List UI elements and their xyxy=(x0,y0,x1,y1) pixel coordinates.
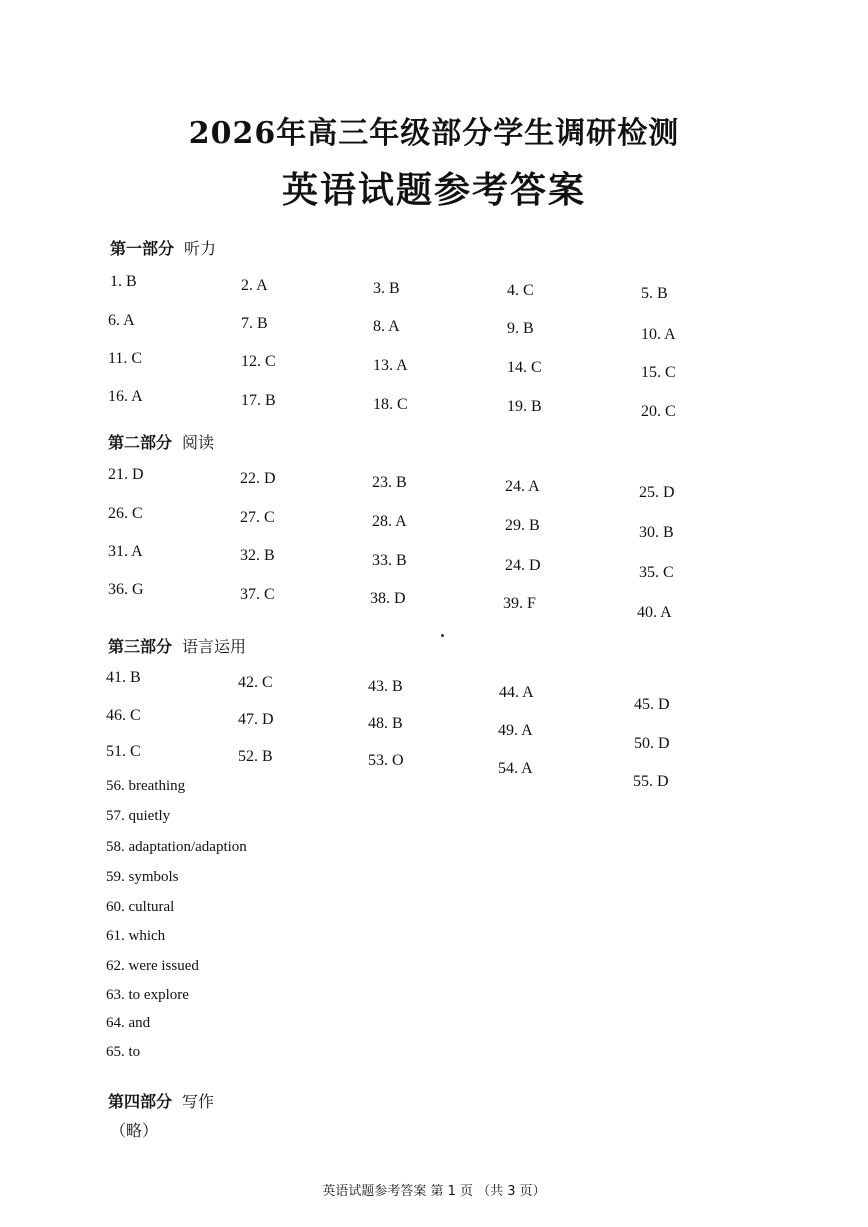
answer-47: 47. D xyxy=(238,711,274,728)
answer-44: 44. A xyxy=(499,684,534,701)
answer-21: 21. D xyxy=(108,466,144,483)
answer-key-title: 英语试题参考答案 xyxy=(281,169,586,211)
fill-answer-57: 57. quietly xyxy=(106,808,171,824)
answer-15: 15. C xyxy=(641,364,676,381)
section-name: 阅读 xyxy=(182,433,215,452)
section-label: 第一部分 xyxy=(110,239,175,258)
answer-51: 51. C xyxy=(106,743,141,760)
section-language-use-heading xyxy=(108,634,246,657)
section-name: 写作 xyxy=(182,1092,215,1111)
answer-36: 36. G xyxy=(108,581,144,598)
answer-8: 8. A xyxy=(373,318,400,335)
answer-52: 52. B xyxy=(238,748,273,765)
fill-answer-61: 61. which xyxy=(106,928,166,944)
answer-45: 45. D xyxy=(634,696,670,713)
answer-6: 6. A xyxy=(108,312,135,329)
fill-answer-59: 59. symbols xyxy=(106,869,179,885)
section-label: 第四部分 xyxy=(108,1092,173,1111)
answer-33: 33. B xyxy=(372,552,407,569)
answer-35: 35. C xyxy=(639,564,674,581)
answer-26: 26. C xyxy=(108,505,143,522)
section-label: 第二部分 xyxy=(108,433,173,452)
answer-38: 38. D xyxy=(370,590,406,607)
stray-dot xyxy=(441,634,444,637)
fill-answer-62: 62. were issued xyxy=(106,958,199,974)
fill-answer-64: 64. and xyxy=(106,1015,151,1031)
answer-32: 32. B xyxy=(240,547,275,564)
answer-48: 48. B xyxy=(368,715,403,732)
exam-title: 2026年高三年级部分学生调研检测 xyxy=(188,116,680,151)
answer-11: 11. C xyxy=(108,350,143,367)
answer-53: 53. O xyxy=(368,752,404,769)
answer-18: 18. C xyxy=(373,396,408,413)
answer-28: 28. A xyxy=(372,513,407,530)
answer-14: 14. C xyxy=(507,359,542,376)
answer-25: 25. D xyxy=(639,484,675,501)
writing-omitted-note: （略） xyxy=(110,1121,159,1140)
answer-50: 50. D xyxy=(634,735,670,752)
section-reading-heading xyxy=(108,430,214,453)
answer-22: 22. D xyxy=(240,470,276,487)
section-listening-heading xyxy=(110,236,216,259)
section-label: 第三部分 xyxy=(108,637,173,656)
answer-7: 7. B xyxy=(241,315,268,332)
answer-29: 29. B xyxy=(505,517,540,534)
answer-19: 19. B xyxy=(507,398,542,415)
section-name: 听力 xyxy=(184,239,217,258)
answer-37: 37. C xyxy=(240,586,275,603)
answer-49: 49. A xyxy=(498,722,533,739)
answer-30: 30. B xyxy=(639,524,674,541)
answer-23: 23. B xyxy=(372,474,407,491)
answer-5: 5. B xyxy=(641,285,668,302)
answer-10: 10. A xyxy=(641,326,676,343)
fill-answer-65: 65. to xyxy=(106,1044,141,1060)
page-footer: 英语试题参考答案 第 1 页 （共 3 页） xyxy=(322,1184,546,1199)
answer-54: 54. A xyxy=(498,760,533,777)
answer-13: 13. A xyxy=(373,357,408,374)
answer-20: 20. C xyxy=(641,403,676,420)
section-name: 语言运用 xyxy=(182,637,247,656)
answer-17: 17. B xyxy=(241,392,276,409)
answer-27: 27. C xyxy=(240,509,275,526)
answer-24: 24. A xyxy=(505,478,540,495)
answer-3: 3. B xyxy=(373,280,400,297)
fill-answer-60: 60. cultural xyxy=(106,899,175,915)
answer-41: 41. B xyxy=(106,669,141,686)
answer-40: 40. A xyxy=(637,604,672,621)
fill-answer-63: 63. to explore xyxy=(106,987,189,1003)
answer-12: 12. C xyxy=(241,353,276,370)
answer-31: 31. A xyxy=(108,543,143,560)
answer-43: 43. B xyxy=(368,678,403,695)
answer-39: 39. F xyxy=(503,595,536,612)
fill-answer-56: 56. breathing xyxy=(106,778,186,794)
fill-answer-58: 58. adaptation/adaption xyxy=(106,839,247,855)
answer-16: 16. A xyxy=(108,388,143,405)
section-writing-heading xyxy=(108,1089,214,1112)
answer-4: 4. C xyxy=(507,282,534,299)
answer-9: 9. B xyxy=(507,320,534,337)
answer-42: 42. C xyxy=(238,674,273,691)
answer-55: 55. D xyxy=(633,773,669,790)
answer-1: 1. B xyxy=(110,273,137,290)
answer-2: 2. A xyxy=(241,277,268,294)
answer-34: 24. D xyxy=(505,557,541,574)
answer-46: 46. C xyxy=(106,707,141,724)
